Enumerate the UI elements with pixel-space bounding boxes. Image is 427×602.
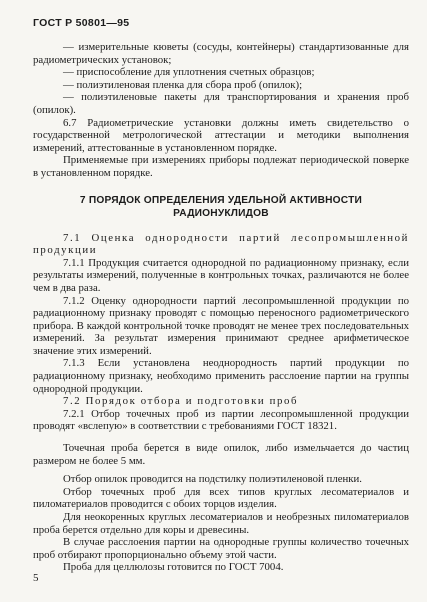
section-title bbox=[33, 194, 409, 220]
paragraph-6-7: 6.7 Радиометрические установки должны иметь свидетельство о государственной метрологической аттестации и методики выполнения измерений, аттестованные в установленном порядке. bbox=[33, 116, 409, 154]
list-item-compaction-device: — приспособление для уплотнения счетных образцов; bbox=[63, 66, 315, 79]
list-item-cuvettes: — измерительные кюветы (сосуды, контейнеры) стандартизованные для радиометрических установок; bbox=[33, 41, 409, 66]
subsection-7-2-heading: 7.2 Порядок отбора и подготовки проб bbox=[63, 395, 299, 408]
paragraph-7-1-3: 7.1.3 Если установлена неоднородность партий продукции по радиационному признаку, необходимо применить расслоение партии на группы однородной продукции. bbox=[33, 357, 409, 395]
paragraph-7-1-2: 7.1.2 Оценку однородности партий лесопромышленной продукции по радиационному признаку проводят с помощью переносного радиометрического прибора. В каждой контрольной точке проводят не менее трех последовательных измерений. За результат измерения принимают среднее арифметическое значение этих измерений. bbox=[33, 294, 409, 357]
paragraph-7-2-1: 7.2.1 Отбор точечных проб из партии лесопромышленной продукции проводят «вслепую» в соответствии с требованиями ГОСТ 18321. bbox=[33, 407, 409, 433]
paragraph-sampling-ends: Отбор точечных проб для всех типов круглых лесоматериалов и пиломатериалов проводится с обоих торцов изделия. bbox=[33, 485, 409, 511]
paragraph-instruments-verification: Применяемые при измерениях приборы подлежат периодической поверке в установленном порядке. bbox=[33, 154, 409, 179]
list-item-polyethylene-bags: — полиэтиленовые пакеты для транспортирования и хранения проб (опилок). bbox=[33, 91, 409, 116]
paragraph-bark-wood: Для неокоренных круглых лесоматериалов и необрезных пиломатериалов проба берется отдельно для коры и древесины. bbox=[33, 511, 409, 536]
paragraph-7-1-1: 7.1.1 Продукция считается однородной по радиационному признаку, если результаты измерений, полученные в контрольных точках, различаются не более чем в два раза. bbox=[33, 256, 409, 294]
document-header: ГОСТ Р 50801—95 bbox=[33, 17, 130, 29]
paragraph-cellulose: Проба для целлюлозы готовится по ГОСТ 7004. bbox=[63, 561, 284, 574]
section-title-line2: РАДИОНУКЛИДОВ bbox=[173, 207, 269, 219]
paragraph-stratification: В случае расслоения партии на однородные группы количество точечных проб отбирают пропорционально объему этой части. bbox=[33, 536, 409, 561]
list-item-polyethylene-film: — полиэтиленовая пленка для сбора проб (опилок); bbox=[63, 78, 303, 91]
subsection-7-1-heading: 7.1 Оценка однородности партий лесопромышленной продукции bbox=[33, 231, 409, 257]
section-title-line1: 7 ПОРЯДОК ОПРЕДЕЛЕНИЯ УДЕЛЬНОЙ АКТИВНОСТИ bbox=[79, 194, 363, 206]
page-number: 5 bbox=[33, 572, 39, 584]
paragraph-point-sample: Точечная проба берется в виде опилок, либо измельчается до частиц размером не более 5 мм. bbox=[33, 442, 409, 467]
paragraph-sawdust-collection: Отбор опилок проводится на подстилку полиэтиленовой пленки. bbox=[63, 473, 362, 486]
